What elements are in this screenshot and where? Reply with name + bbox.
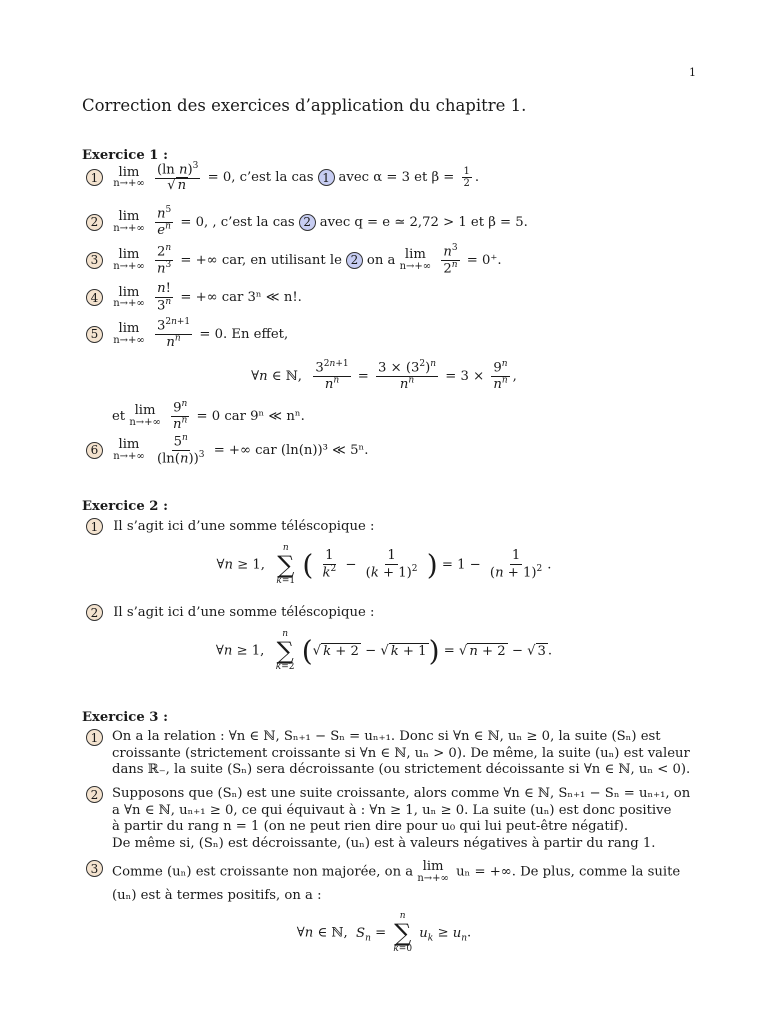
limit-operator: lim n→+∞ bbox=[113, 437, 145, 463]
item-text: = +∞ car (ln(n))³ ≪ 5ⁿ. bbox=[213, 442, 369, 458]
ex2-item-1 bbox=[86, 518, 701, 536]
item-tail: on a bbox=[366, 252, 396, 268]
fraction: $\frac{n^5}{e^n}$ bbox=[156, 205, 172, 239]
ex3-item-3-text: Comme (uₙ) est croissante non majorée, on a lim n→+∞ uₙ = +∞. De plus, comme la suite (uₙ) est à termes positifs, on a : bbox=[112, 859, 681, 904]
ex1-item-6 bbox=[86, 434, 701, 467]
display-equation-ex2-1: ∀n ≥ 1, n ∑ k=1 ( $\frac{1}{k^2}$ − $\frac{1}{(k + 1)^2}$ ) = 1 − $\frac{1}{(n + 1)^2}$ . bbox=[216, 543, 552, 586]
limit-operator: lim n→+∞ bbox=[129, 403, 161, 429]
fraction: $\frac{5^n}{(\ln(n))^3}$ bbox=[156, 433, 205, 467]
ex1-item-5-continuation: et lim n→+∞ $\frac{9^n}{n^n}$ = 0 car 9ⁿ ≪ nⁿ. bbox=[112, 399, 305, 433]
item-number-badge: 6 bbox=[86, 442, 103, 459]
item-number-badge: 2 bbox=[86, 786, 103, 803]
ex1-item-1: 1 lim n→+∞ $\frac{(\ln n)^3}{√ n}$ = 0, c’est la cas 1 avec α = 3 et β = $\frac{1}{2}$ . bbox=[86, 162, 701, 193]
item-text: Il s’agit ici d’une somme téléscopique : bbox=[113, 605, 375, 620]
ex1-item-4 bbox=[86, 282, 701, 313]
fraction: $\frac{(\ln n)^3}{√ n}$ bbox=[156, 161, 199, 193]
item-end: = 0⁺. bbox=[466, 252, 502, 268]
limit-operator: lim n→+∞ bbox=[113, 209, 145, 235]
page-number: 1 bbox=[689, 66, 696, 79]
item-text: = 0, , c’est la cas bbox=[180, 214, 295, 230]
fraction: $\frac{3^{2n+1}}{n^n}$ bbox=[156, 317, 191, 351]
exercise-2-heading: Exercice 2 : bbox=[82, 499, 168, 514]
item-text: Il s’agit ici d’une somme téléscopique : bbox=[113, 519, 375, 534]
case-ref-badge: 1 bbox=[318, 169, 335, 186]
ex3-item-2-text: Supposons que (Sₙ) est une suite croissante, alors comme ∀n ∈ ℕ, Sₙ₊₁ − Sₙ = uₙ₊₁, on a ∀n ∈ ℕ, uₙ₊₁ ≥ 0, ce qui équivaut à : ∀n ≥ 1, uₙ ≥ 0. La suite (uₙ) est donc positive à partir du rang n = 1 (on ne peut rien dire pour u₀ qui lui peut-être négatif). De même si, (Sₙ) est décroissante, (uₙ) est à valeurs négatives à partir du rang 1. bbox=[112, 786, 691, 851]
item-text: = +∞ car, en utilisant le bbox=[180, 252, 342, 268]
limit-operator: lim n→+∞ bbox=[113, 247, 145, 273]
ex1-item-3 bbox=[86, 244, 701, 277]
display-equation-ex3: ∀n ∈ ℕ, $S_n$ = n ∑ k=0 $u_k \ge u_n$. bbox=[296, 911, 472, 954]
ex1-item-2 bbox=[86, 206, 701, 239]
item-number-badge: 4 bbox=[86, 289, 103, 306]
ex2-item-2 bbox=[86, 604, 701, 622]
item-tail: avec α = 3 et β = bbox=[338, 170, 455, 186]
fraction: $\frac{n!}{3^n}$ bbox=[156, 281, 172, 313]
fraction-half: $\frac{1}{2}$ bbox=[463, 166, 470, 190]
limit-operator: lim n→+∞ bbox=[113, 164, 145, 190]
fraction: $\frac{2^n}{n^3}$ bbox=[156, 243, 172, 277]
limit-operator: lim n→+∞ bbox=[399, 247, 432, 273]
limit-operator: lim n→+∞ bbox=[417, 859, 449, 884]
item-number-badge: 1 bbox=[86, 518, 103, 535]
item-number-badge: 1 bbox=[86, 169, 103, 186]
case-ref-badge: 2 bbox=[299, 214, 316, 231]
item-tail: avec q = e ≃ 2,72 > 1 et β = 5. bbox=[319, 214, 528, 230]
item-text: = 0, c’est la cas bbox=[207, 170, 314, 186]
item-number-badge: 5 bbox=[86, 326, 103, 343]
page-title: Correction des exercices d’application du chapitre 1. bbox=[82, 96, 527, 115]
limit-operator: lim n→+∞ bbox=[113, 321, 145, 347]
item-number-badge: 3 bbox=[86, 252, 103, 269]
item-number-badge: 2 bbox=[86, 604, 103, 621]
ex3-item-1-text: On a la relation : ∀n ∈ ℕ, Sₙ₊₁ − Sₙ = uₙ₊₁. Donc si ∀n ∈ ℕ, uₙ ≥ 0, la suite (Sₙ) est croissante (strictement croissante si ∀n ∈ ℕ, uₙ > 0). De même, la suite (uₙ) est valeur dans ℝ₋, la suite (Sₙ) sera décroissante (ou strictement décoissante si ∀n ∈ ℕ, uₙ < 0). bbox=[112, 729, 691, 777]
item-text: = +∞ car 3ⁿ ≪ n!. bbox=[180, 290, 302, 306]
display-equation-ex2-2: ∀n ≥ 1, n ∑ k=2 (√ k + 2 − √ k + 1) = √ n + 2 − √ 3 . bbox=[215, 629, 553, 672]
exercise-1-heading: Exercice 1 : bbox=[82, 148, 168, 163]
exercise-3-heading: Exercice 3 : bbox=[82, 710, 168, 725]
ex1-item-5 bbox=[86, 318, 701, 351]
display-equation-ex1: ∀n ∈ ℕ, $\frac{3^{2n+1}}{n^n}$ = $\frac{3 \times (3^2)^n}{n^n}$ = 3 × $\frac{9^n}{n^n}$ , bbox=[251, 359, 517, 393]
fraction: $\frac{n^3}{2^n}$ bbox=[443, 243, 458, 277]
item-number-badge: 1 bbox=[86, 729, 103, 746]
item-number-badge: 3 bbox=[86, 860, 103, 877]
limit-operator: lim n→+∞ bbox=[113, 284, 145, 310]
case-ref-badge: 2 bbox=[346, 252, 363, 269]
item-text: = 0. En effet, bbox=[199, 326, 289, 342]
item-number-badge: 2 bbox=[86, 214, 103, 231]
